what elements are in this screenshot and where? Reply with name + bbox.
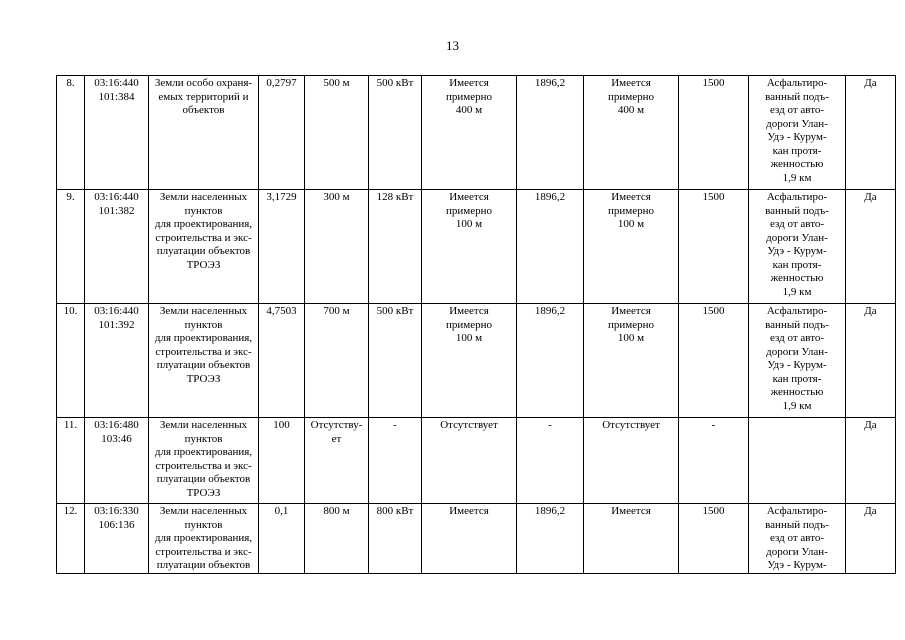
value: 1896,2	[517, 304, 584, 418]
road-access	[749, 418, 846, 504]
value: 1896,2	[517, 190, 584, 304]
land-category: Земли населенных пунктов для проектирования, строительства и экс- плуатации объектов ТРОЭЗ	[149, 190, 259, 304]
water-supply: Отсутствует	[422, 418, 517, 504]
table-row	[57, 190, 896, 304]
distance: 500 м	[305, 76, 369, 190]
water-supply: Имеется примерно 100 м	[422, 190, 517, 304]
road-access: Асфальтиро- ванный подъ- езд от авто- дороги Улан- Удэ - Курум- кан протя- женностью 1,9 км	[749, 190, 846, 304]
table-row	[57, 76, 896, 190]
row-number: 12.	[57, 504, 85, 574]
status: Да	[846, 76, 896, 190]
table-row	[57, 504, 896, 574]
road-access: Асфальтиро- ванный подъ- езд от авто- дороги Улан- Удэ - Курум-	[749, 504, 846, 574]
table-row	[57, 304, 896, 418]
sewerage: Имеется примерно 100 м	[584, 304, 679, 418]
price: 1500	[679, 304, 749, 418]
sewerage: Имеется примерно 100 м	[584, 190, 679, 304]
cadastral-number: 03:16:330 106:136	[85, 504, 149, 574]
power: 800 кВт	[369, 504, 422, 574]
cadastral-number: 03:16:440 101:392	[85, 304, 149, 418]
road-access: Асфальтиро- ванный подъ- езд от авто- дороги Улан- Удэ - Курум- кан протя- женностью 1,9 км	[749, 304, 846, 418]
value: 1896,2	[517, 504, 584, 574]
price: 1500	[679, 190, 749, 304]
area: 0,1	[259, 504, 305, 574]
power: -	[369, 418, 422, 504]
power: 128 кВт	[369, 190, 422, 304]
row-number: 8.	[57, 76, 85, 190]
status: Да	[846, 304, 896, 418]
status: Да	[846, 504, 896, 574]
land-category: Земли особо охраня- емых территорий и объектов	[149, 76, 259, 190]
price: -	[679, 418, 749, 504]
cadastral-number: 03:16:480 103:46	[85, 418, 149, 504]
page-number: 13	[446, 38, 459, 53]
price: 1500	[679, 76, 749, 190]
land-category: Земли населенных пунктов для проектирования, строительства и экс- плуатации объектов	[149, 504, 259, 574]
area: 4,7503	[259, 304, 305, 418]
cadastral-number: 03:16:440 101:384	[85, 76, 149, 190]
distance: 800 м	[305, 504, 369, 574]
value: 1896,2	[517, 76, 584, 190]
distance: 300 м	[305, 190, 369, 304]
area: 100	[259, 418, 305, 504]
distance: Отсутству- ет	[305, 418, 369, 504]
row-number: 10.	[57, 304, 85, 418]
sewerage: Имеется	[584, 504, 679, 574]
land-plots-table	[56, 75, 896, 574]
land-category: Земли населенных пунктов для проектирования, строительства и экс- плуатации объектов ТРОЭЗ	[149, 418, 259, 504]
row-number: 9.	[57, 190, 85, 304]
power: 500 кВт	[369, 76, 422, 190]
land-category: Земли населенных пунктов для проектирования, строительства и экс- плуатации объектов ТРОЭЗ	[149, 304, 259, 418]
water-supply: Имеется	[422, 504, 517, 574]
area: 3,1729	[259, 190, 305, 304]
status: Да	[846, 190, 896, 304]
sewerage: Отсутствует	[584, 418, 679, 504]
road-access: Асфальтиро- ванный подъ- езд от авто- дороги Улан- Удэ - Курум- кан протя- женностью 1,9 км	[749, 76, 846, 190]
sewerage: Имеется примерно 400 м	[584, 76, 679, 190]
cadastral-number: 03:16:440 101:382	[85, 190, 149, 304]
price: 1500	[679, 504, 749, 574]
row-number: 11.	[57, 418, 85, 504]
water-supply: Имеется примерно 400 м	[422, 76, 517, 190]
area: 0,2797	[259, 76, 305, 190]
water-supply: Имеется примерно 100 м	[422, 304, 517, 418]
distance: 700 м	[305, 304, 369, 418]
table-row	[57, 418, 896, 504]
status: Да	[846, 418, 896, 504]
value: -	[517, 418, 584, 504]
power: 500 кВт	[369, 304, 422, 418]
